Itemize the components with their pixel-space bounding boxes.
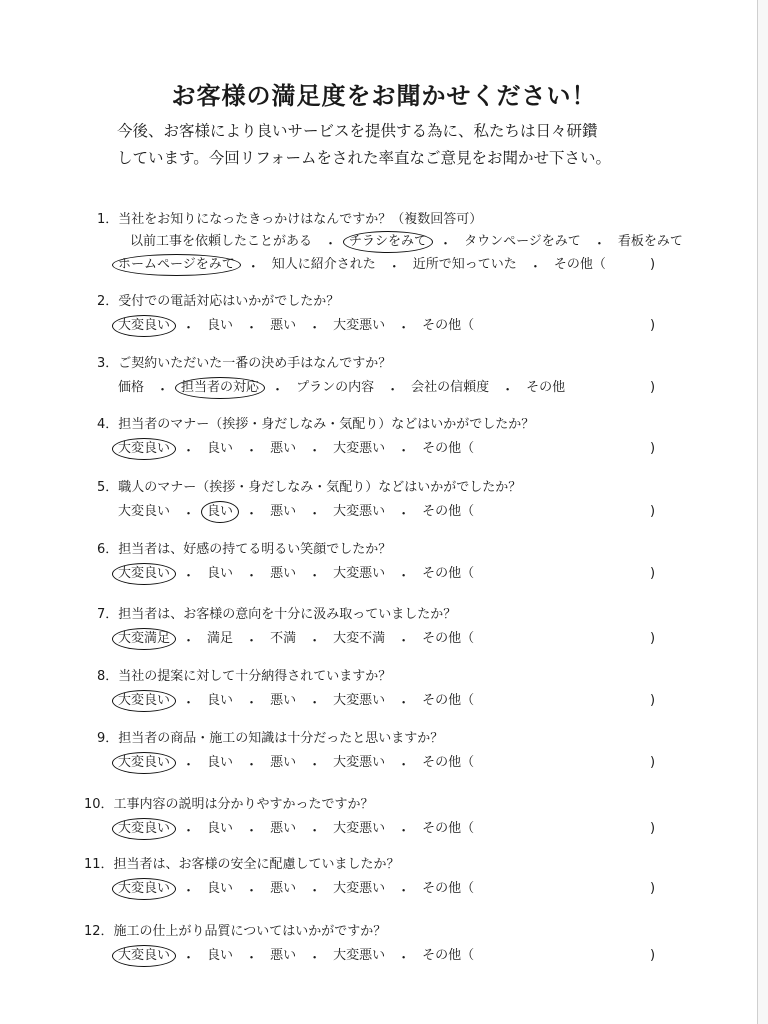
option: 会社の信頼度 (411, 380, 490, 395)
option-separator: ・ (501, 382, 515, 398)
option-circled: 大変良い (112, 945, 176, 967)
option: 悪い (270, 755, 297, 770)
option-separator: ・ (182, 757, 196, 773)
option: 大変悪い (333, 755, 386, 770)
option: 悪い (270, 566, 297, 581)
option: 悪い (270, 441, 297, 456)
close-paren: ) (650, 948, 656, 963)
option-separator: ・ (308, 695, 322, 711)
question-label: 2．受付での電話対応はいかがでしたか？ (97, 294, 340, 309)
option-separator: ・ (182, 695, 196, 711)
close-paren: ) (650, 257, 656, 272)
question-label: 7．担当者は、お客様の意向を十分に汲み取っていましたか？ (97, 607, 457, 622)
option-separator: ・ (245, 506, 259, 522)
option-row (112, 501, 480, 523)
option-separator: ・ (397, 506, 411, 522)
option: 大変悪い (333, 693, 386, 708)
question-label: 9．担当者の商品・施工の知識は十分だったと思いますか？ (97, 731, 444, 746)
option-separator: ・ (439, 236, 453, 252)
option: その他（ (422, 821, 475, 836)
option-row (112, 315, 480, 337)
option-separator: ・ (156, 382, 170, 398)
option: 大変悪い (333, 566, 386, 581)
option: 満足 (207, 631, 234, 646)
option: その他（ (422, 566, 475, 581)
option: 悪い (270, 948, 297, 963)
question-label: 1．当社をお知りになったきっかけはなんですか？（複数回答可） (97, 212, 483, 227)
survey-title: お客様の満足度をお聞かせください！ (171, 82, 597, 110)
option-circled: 大変良い (112, 818, 176, 840)
question-label: 8．当社の提案に対して十分納得されていますか？ (97, 669, 392, 684)
option-circled: 担当者の対応 (175, 377, 265, 399)
close-paren: ) (650, 755, 656, 770)
option: その他（ (422, 631, 475, 646)
option: 良い (207, 755, 234, 770)
option: その他（ (422, 318, 475, 333)
option-separator: ・ (592, 236, 606, 252)
option: 大変悪い (333, 948, 386, 963)
option-separator: ・ (308, 823, 322, 839)
option-separator: ・ (397, 568, 411, 584)
option: その他（ (422, 693, 475, 708)
option: プランの内容 (296, 380, 375, 395)
option-circled: 大変良い (112, 752, 176, 774)
option: 大変不満 (333, 631, 386, 646)
option-row (112, 438, 480, 460)
option-separator: ・ (245, 695, 259, 711)
close-paren: ) (650, 566, 656, 581)
option-separator: ・ (397, 950, 411, 966)
option: 大変悪い (333, 441, 386, 456)
option-separator: ・ (397, 883, 411, 899)
close-paren: ) (650, 441, 656, 456)
option: 良い (207, 566, 234, 581)
option-separator: ・ (182, 443, 196, 459)
option-circled: 大変良い (112, 438, 176, 460)
option: その他（ (422, 441, 475, 456)
option-separator: ・ (308, 506, 322, 522)
option-separator: ・ (386, 382, 400, 398)
option-separator: ・ (182, 823, 196, 839)
option-separator: ・ (397, 320, 411, 336)
option: 大変悪い (333, 318, 386, 333)
option-separator: ・ (245, 883, 259, 899)
option-separator: ・ (182, 950, 196, 966)
option-separator: ・ (308, 950, 322, 966)
option: 大変悪い (333, 881, 386, 896)
option-separator: ・ (182, 568, 196, 584)
option: 良い (207, 318, 234, 333)
close-paren: ) (650, 693, 656, 708)
option-separator: ・ (182, 320, 196, 336)
option: 近所で知っていた (412, 257, 517, 272)
option: 大変悪い (333, 821, 386, 836)
option-circled: 大変満足 (112, 628, 176, 650)
option-row (112, 563, 480, 585)
option: 良い (207, 441, 234, 456)
option-circled: 大変良い (112, 690, 176, 712)
option-circled: 大変良い (112, 315, 176, 337)
option-separator: ・ (308, 883, 322, 899)
option: 良い (207, 948, 234, 963)
option: 良い (207, 693, 234, 708)
option-separator: ・ (245, 950, 259, 966)
intro-line: しています。今回リフォームをされた率直なご意見をお聞かせ下さい。 (117, 149, 611, 167)
option-separator: ・ (245, 320, 259, 336)
option-separator: ・ (397, 633, 411, 649)
option-row (112, 818, 480, 840)
option-row (112, 945, 480, 967)
option-row (124, 231, 689, 253)
option-separator: ・ (271, 382, 285, 398)
option-separator: ・ (528, 259, 542, 275)
option: 良い (207, 821, 234, 836)
option: その他 (526, 380, 566, 395)
close-paren: ) (650, 821, 656, 836)
option-row (112, 254, 612, 276)
option: 良い (207, 881, 234, 896)
option-separator: ・ (245, 823, 259, 839)
option: 悪い (270, 693, 297, 708)
option-row (112, 878, 480, 900)
close-paren: ) (650, 631, 656, 646)
intro-text (117, 118, 677, 172)
option: その他（ (553, 257, 606, 272)
option-separator: ・ (308, 568, 322, 584)
option-separator: ・ (245, 633, 259, 649)
option-separator: ・ (308, 757, 322, 773)
page-edge (757, 0, 768, 1024)
option: その他（ (422, 881, 475, 896)
option-circled: チラシをみて (343, 231, 433, 253)
option-separator: ・ (308, 633, 322, 649)
close-paren: ) (650, 881, 656, 896)
option-circled: 良い (201, 501, 239, 523)
option-circled: 大変良い (112, 878, 176, 900)
option: その他（ (422, 948, 475, 963)
option: 価格 (118, 380, 145, 395)
close-paren: ) (650, 380, 656, 395)
intro-line: 今後、お客様により良いサービスを提供する為に、私たちは日々研鑽 (117, 122, 598, 140)
option-row (112, 690, 480, 712)
option-separator: ・ (182, 506, 196, 522)
question-label: 4．担当者のマナー（挨拶・身だしなみ・気配り）などはいかがでしたか？ (97, 417, 535, 432)
option-circled: 大変良い (112, 563, 176, 585)
option-separator: ・ (397, 823, 411, 839)
option-separator: ・ (397, 695, 411, 711)
question-label: 3．ご契約いただいた一番の決め手はなんですか？ (97, 356, 392, 371)
question-label: 12．施工の仕上がり品質についてはいかがですか？ (84, 924, 387, 939)
option-separator: ・ (308, 320, 322, 336)
option-separator: ・ (246, 259, 260, 275)
option: 不満 (270, 631, 297, 646)
option-circled: ホームページをみて (112, 254, 241, 276)
option-separator: ・ (387, 259, 401, 275)
question-label: 11．担当者は、お客様の安全に配慮していましたか？ (84, 857, 400, 872)
option-separator: ・ (182, 633, 196, 649)
option: 悪い (270, 318, 297, 333)
option-separator: ・ (397, 443, 411, 459)
option-row (112, 752, 480, 774)
option: その他（ (422, 504, 475, 519)
option-separator: ・ (182, 883, 196, 899)
option: 以前工事を依頼したことがある (130, 234, 313, 249)
option: 悪い (270, 881, 297, 896)
option: 大変良い (118, 504, 171, 519)
close-paren: ) (650, 504, 656, 519)
close-paren: ) (650, 318, 656, 333)
option: 知人に紹介された (271, 257, 376, 272)
option-row (112, 377, 571, 399)
option-separator: ・ (245, 443, 259, 459)
option: 悪い (270, 821, 297, 836)
option: 看板をみて (617, 234, 683, 249)
option-separator: ・ (245, 568, 259, 584)
question-label: 6．担当者は、好感の持てる明るい笑顔でしたか？ (97, 542, 392, 557)
question-label: 10．工事内容の説明は分かりやすかったですか？ (84, 797, 374, 812)
option: その他（ (422, 755, 475, 770)
option: タウンページをみて (464, 234, 581, 249)
question-label: 5．職人のマナー（挨拶・身だしなみ・気配り）などはいかがでしたか？ (97, 480, 522, 495)
option: 大変悪い (333, 504, 386, 519)
option: 悪い (270, 504, 297, 519)
option-row (112, 628, 480, 650)
option-separator: ・ (308, 443, 322, 459)
option-separator: ・ (397, 757, 411, 773)
option-separator: ・ (245, 757, 259, 773)
option-separator: ・ (324, 236, 338, 252)
